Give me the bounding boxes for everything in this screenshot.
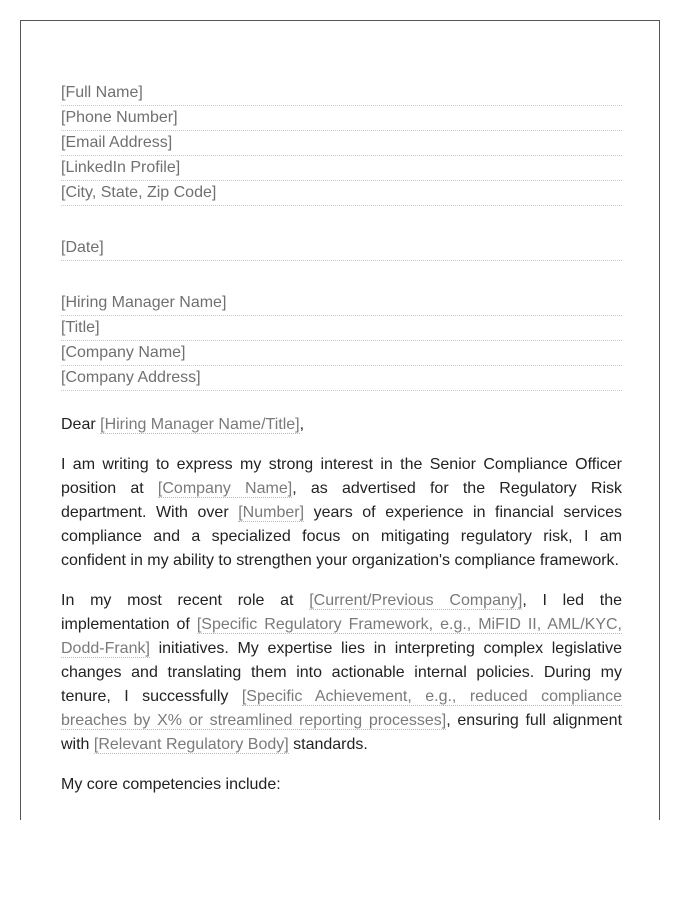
sender-email-field[interactable]: [Email Address]: [61, 131, 622, 156]
recipient-title-field[interactable]: [Title]: [61, 316, 622, 341]
date-block: [61, 236, 622, 261]
paragraph-text: initiatives. My expertise lies in interpreting complex legislative changes and translating them into actionable internal policies. During my tenure, I successfully: [61, 640, 622, 705]
hiring-manager-name-field[interactable]: [Hiring Manager Name]: [61, 291, 622, 316]
regulatory-framework-placeholder[interactable]: [Specific Regulatory Framework, e.g., MiFID II, AML/KYC, Dodd-Frank]: [61, 616, 622, 657]
paragraph-experience: [61, 589, 622, 757]
paragraph-text: years of experience in financial services compliance and a specialized focus on mitigating regulatory risk, I am confident in my ability to strengthen your organization's compliance framework.: [61, 504, 623, 569]
paragraph-intro: [61, 453, 622, 573]
letter-content: [61, 81, 622, 797]
sender-block: [61, 81, 622, 206]
date-field[interactable]: [Date]: [61, 236, 622, 261]
years-number-placeholder[interactable]: [Number]: [238, 504, 305, 521]
recipient-block: [61, 291, 622, 391]
paragraph-text: standards.: [288, 736, 368, 753]
sender-location-field[interactable]: [City, State, Zip Code]: [61, 181, 622, 206]
salutation-prefix: Dear: [61, 416, 101, 433]
paragraph-text: In my most recent role at: [61, 592, 310, 609]
company-name-field[interactable]: [Company Name]: [61, 341, 622, 366]
competencies-intro: My core competencies include:: [61, 776, 281, 793]
sender-full-name-field[interactable]: [Full Name]: [61, 81, 622, 106]
company-address-field[interactable]: [Company Address]: [61, 366, 622, 391]
paragraph-text: I am writing to express my strong interest in the Senior Compliance Officer position at: [61, 456, 622, 497]
paragraph-text: , ensuring full alignment with: [61, 712, 623, 753]
letter-page: [20, 20, 660, 820]
regulatory-body-placeholder[interactable]: [Relevant Regulatory Body]: [93, 736, 289, 753]
previous-company-placeholder[interactable]: [Current/Previous Company]: [309, 592, 523, 609]
salutation-suffix: ,: [299, 416, 305, 433]
sender-linkedin-field[interactable]: [LinkedIn Profile]: [61, 156, 622, 181]
salutation: [61, 413, 622, 437]
company-name-placeholder[interactable]: [Company Name]: [157, 480, 293, 497]
sender-phone-field[interactable]: [Phone Number]: [61, 106, 622, 131]
paragraph-text: , as advertised for the Regulatory Risk department. With over: [61, 480, 623, 521]
paragraph-text: , I led the implementation of: [61, 592, 622, 633]
salutation-name-placeholder[interactable]: [Hiring Manager Name/Title]: [100, 416, 300, 433]
specific-achievement-placeholder[interactable]: [Specific Achievement, e.g., reduced compliance breaches by X% or streamlined reporting processes]: [61, 688, 623, 729]
